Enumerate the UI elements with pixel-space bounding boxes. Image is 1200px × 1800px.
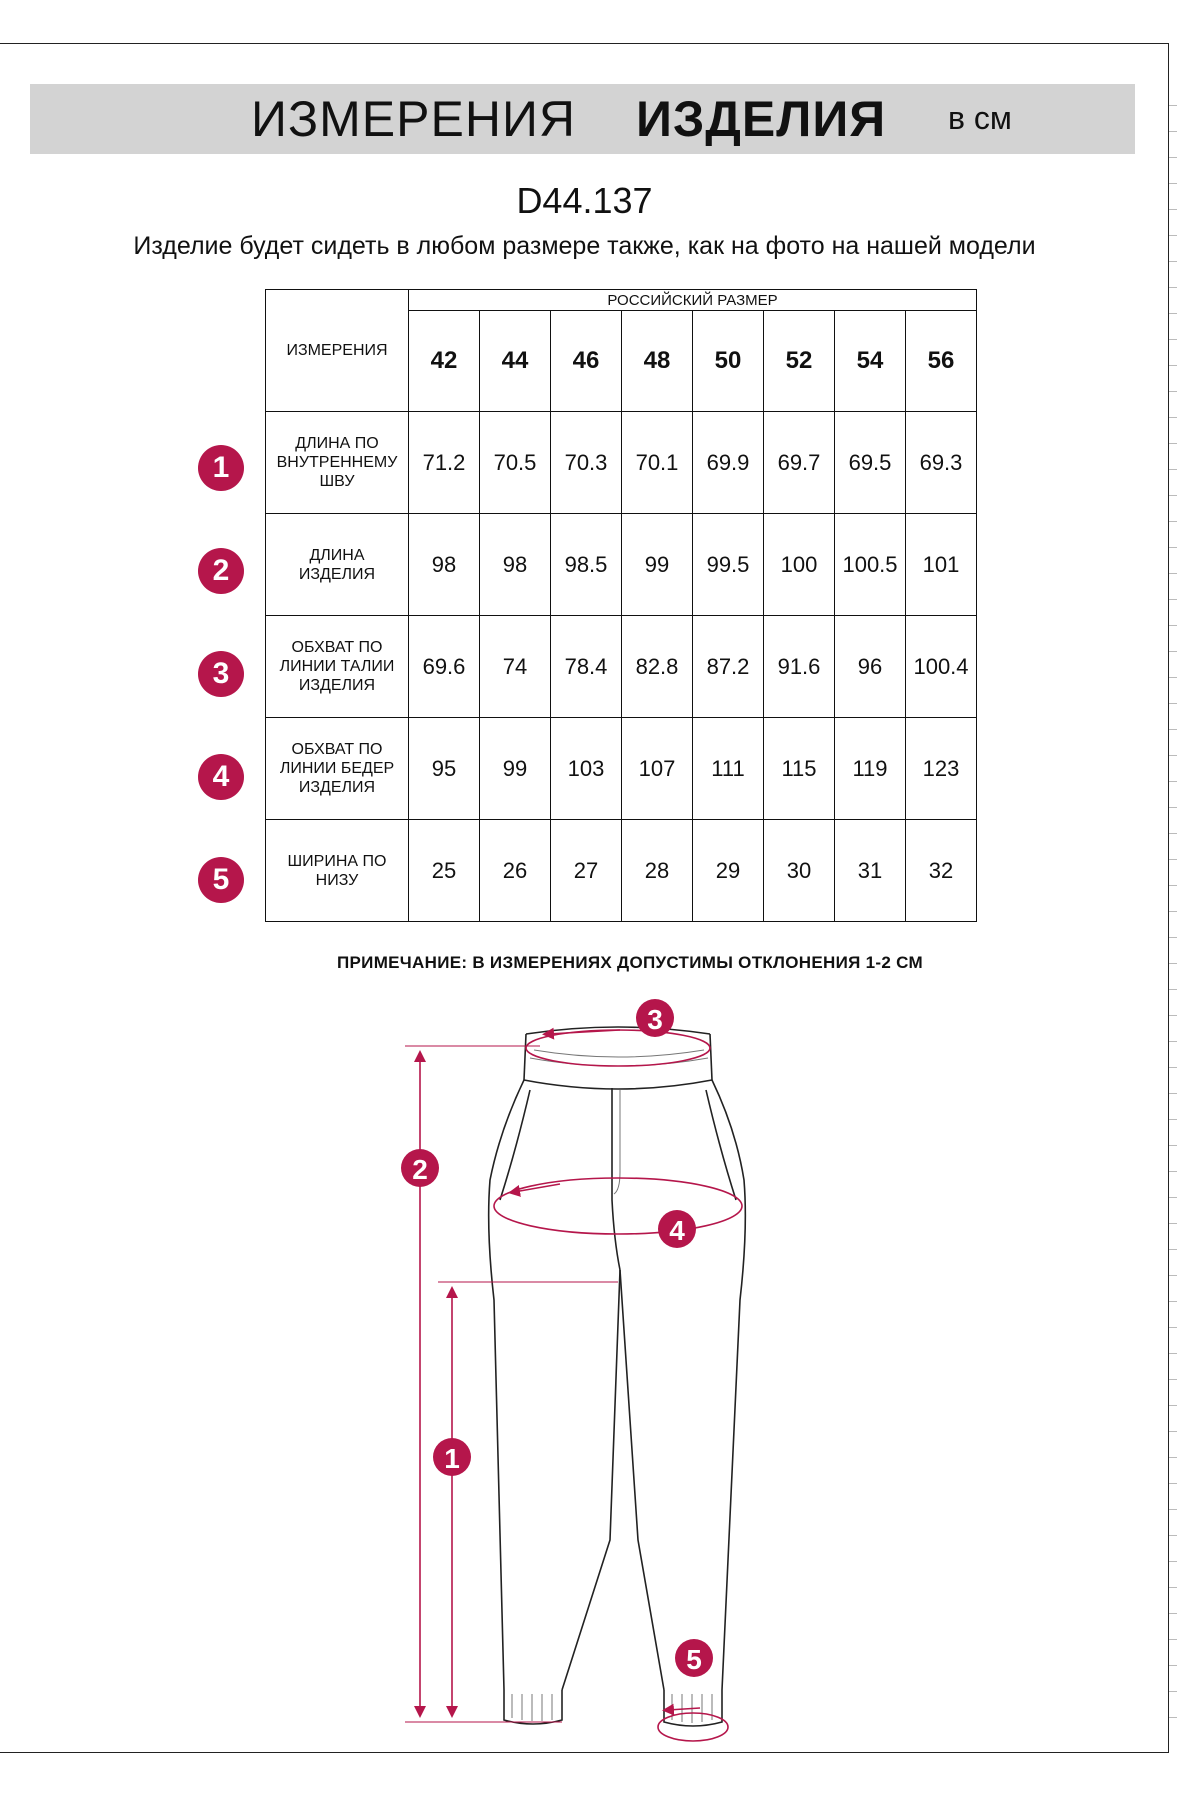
left-pocket (500, 1090, 530, 1200)
waistband-gathers (530, 1050, 708, 1066)
value-cell: 71.2 (409, 412, 480, 514)
diagram-markers (401, 999, 713, 1677)
right-inseam (620, 1270, 664, 1690)
value-cell: 91.6 (764, 616, 835, 718)
value-cell: 74 (480, 616, 551, 718)
value-cell: 69.9 (693, 412, 764, 514)
waist-ellipse (526, 1030, 710, 1066)
value-cell: 69.7 (764, 412, 835, 514)
right-pocket (706, 1090, 736, 1200)
value-cell: 98 (480, 514, 551, 616)
hip-ellipse (494, 1178, 742, 1234)
value-cell: 123 (906, 718, 977, 820)
value-cell: 99 (480, 718, 551, 820)
value-cell: 70.3 (551, 412, 622, 514)
title-part1: ИЗМЕРЕНИЯ (251, 91, 576, 147)
title-part2: ИЗДЕЛИЯ (636, 91, 887, 147)
value-cell: 96 (835, 616, 906, 718)
value-cell: 98 (409, 514, 480, 616)
size-header: 48 (622, 311, 693, 412)
value-cell: 28 (622, 820, 693, 922)
value-cell: 100 (764, 514, 835, 616)
value-cell: 119 (835, 718, 906, 820)
left-cuff (504, 1690, 562, 1724)
title-unit: в см (948, 100, 1012, 136)
waistband-bottom (524, 1080, 712, 1089)
label-line: ЛИНИИ БЕДЕР (279, 760, 395, 777)
value-cell: 115 (764, 718, 835, 820)
marker-5-label: 5 (686, 1644, 702, 1675)
value-cell: 111 (693, 718, 764, 820)
size-header: 54 (835, 311, 906, 412)
value-cell: 70.1 (622, 412, 693, 514)
product-code: D44.137 (516, 180, 653, 221)
hem-arrow (668, 1708, 700, 1710)
label-line: ДЛИНА (309, 546, 365, 564)
label-line: ИЗДЕЛИЯ (298, 779, 376, 796)
marker-3-label: 3 (647, 1004, 663, 1035)
label-line: ОБХВАТ ПО (291, 741, 383, 758)
value-cell: 100.5 (835, 514, 906, 616)
value-cell: 107 (622, 718, 693, 820)
value-cell: 99.5 (693, 514, 764, 616)
label-line: ДЛИНА ПО (295, 435, 379, 452)
value-cell: 32 (906, 820, 977, 922)
value-cell: 95 (409, 718, 480, 820)
tolerance-note: ПРИМЕЧАНИЕ: В ИЗМЕРЕНИЯХ ДОПУСТИМЫ ОТКЛОНЕНИЯ 1-2 СМ (337, 953, 923, 972)
size-header: 44 (480, 311, 551, 412)
value-cell: 101 (906, 514, 977, 616)
marker-1-label: 1 (444, 1443, 460, 1474)
waistband-right (710, 1034, 712, 1080)
label-line: ВНУТРЕННЕМУ (276, 454, 398, 471)
label-line: ИЗДЕЛИЯ (298, 677, 376, 694)
measurement-guides (405, 1030, 742, 1741)
value-cell: 69.5 (835, 412, 906, 514)
value-cell: 103 (551, 718, 622, 820)
measurements-header: ИЗМЕРЕНИЯ (266, 290, 409, 412)
value-cell: 30 (764, 820, 835, 922)
label-line: ЛИНИИ ТАЛИИ (279, 658, 395, 675)
row-number-badge: 5 (198, 857, 244, 903)
value-cell: 98.5 (551, 514, 622, 616)
size-header: 50 (693, 311, 764, 412)
value-cell: 69.6 (409, 616, 480, 718)
value-cell: 25 (409, 820, 480, 922)
label-line: ШВУ (319, 473, 355, 490)
size-system-header: РОССИЙСКИЙ РАЗМЕР (409, 290, 977, 311)
marker-2-label: 2 (412, 1154, 428, 1185)
size-header: 52 (764, 311, 835, 412)
value-cell: 82.8 (622, 616, 693, 718)
marker-4-label: 4 (669, 1215, 685, 1246)
label-line: ШИРИНА ПО (287, 852, 387, 870)
value-cell: 70.5 (480, 412, 551, 514)
value-cell: 69.3 (906, 412, 977, 514)
label-line: НИЗУ (315, 871, 359, 889)
value-cell: 26 (480, 820, 551, 922)
value-cell: 31 (835, 820, 906, 922)
right-outseam (712, 1080, 745, 1690)
row-number-badge: 3 (198, 651, 244, 697)
value-cell: 78.4 (551, 616, 622, 718)
row-number-badge: 2 (198, 548, 244, 594)
value-cell: 87.2 (693, 616, 764, 718)
waistband-left (524, 1034, 526, 1080)
label-line: ОБХВАТ ПО (291, 639, 383, 656)
value-cell: 27 (551, 820, 622, 922)
value-cell: 99 (622, 514, 693, 616)
row-number-badge: 1 (198, 445, 244, 491)
size-header: 56 (906, 311, 977, 412)
value-cell: 100.4 (906, 616, 977, 718)
value-cell: 29 (693, 820, 764, 922)
size-header: 46 (551, 311, 622, 412)
left-inseam (562, 1270, 620, 1690)
hem-ellipse (658, 1713, 728, 1741)
left-outseam (489, 1080, 524, 1690)
row-number-badge: 4 (198, 754, 244, 800)
pants-outline (489, 1027, 746, 1726)
fit-note: Изделие будет сидеть в любом размере также, как на фото на нашей модели (133, 232, 1036, 260)
label-line: ИЗДЕЛИЯ (298, 565, 376, 583)
crotch-seam (612, 1088, 620, 1270)
size-header: 42 (409, 311, 480, 412)
